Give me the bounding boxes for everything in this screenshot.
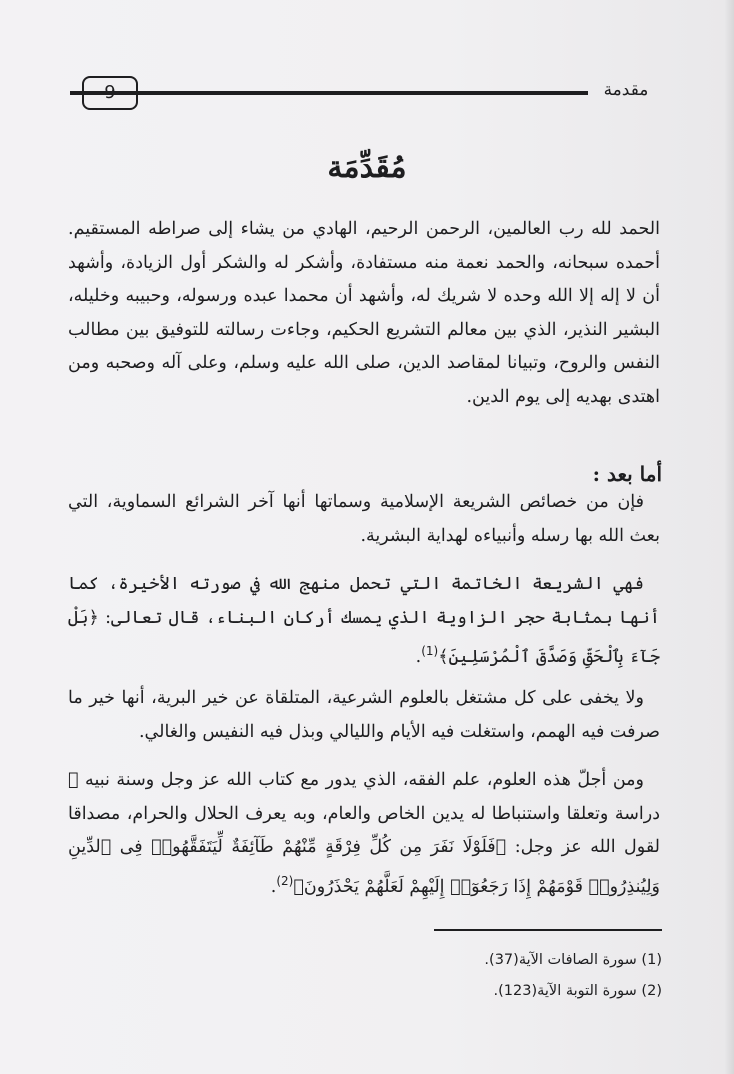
running-header <box>70 76 660 112</box>
paragraph-fiqh: ومن أجلّ هذه العلوم، علم الفقه، الذي يدور مع كتاب الله عز وجل وسنة نبيه ﷺ دراسة وتعلقا واستنباطا له يدين الخاص والعام، وبه يعرف الحلال والحرام، مصداقا لقول الله عز وجل: ﴿فَلَوْلَا نَفَرَ مِن كُلِّ فِرْقَةٍ مِّنْهُمْ طَآئِفَةٌ لِّيَتَفَقَّهُوا۟ فِى ٱلدِّينِ وَلِيُنذِرُوا۟ قَوْمَهُمْ إِذَا رَجَعُوٓا۟ إِلَيْهِمْ لَعَلَّهُمْ يَحْذَرُونَ﴾$^{(2)}$. <box>68 770 660 897</box>
quran-verse: ﴿بَلْ جَآءَ بِٱلْحَقِّ وَصَدَّقَ ٱلْمُرْسَلِينَ﴾ <box>68 607 660 667</box>
footnote-marker: (2) <box>276 873 294 888</box>
page-spine-shadow <box>724 0 734 1074</box>
chapter-title: مُقَدِّمَة <box>327 150 407 185</box>
section-title: مقدمة <box>603 80 649 100</box>
paragraph-intro: الحمد لله رب العالمين، الرحمن الرحيم، الهادي من يشاء إلى صراطه المستقيم. أحمده سبحانه، والحمد نعمة منه مستفادة، وأشكر له والشكر أول الزيادة، وأشهد أن لا إله إلا الله وحده لا شريك له، وأشهد أن محمدا عبده ورسوله، وحبيبه وخليله، البشير النذير، الذي بين معالم التشريع الحكيم، وجاءت رسالته للتوفيق بين مطالب النفس والروح، وتبيانا لمقاصد الدين، صلى الله عليه وسلم، وعلى آله وصحبه ومن اهتدى بهديه إلى يوم الدين. <box>68 219 660 407</box>
section-heading: أما بعد : <box>592 462 662 486</box>
paragraph-sciences: ولا يخفى على كل مشتغل بالعلوم الشرعية، المتلقاة عن خير البرية، أنها خير ما صرفت فيه الهمم، واستغلت فيه الأيام والليالي وبذل فيه النفيس والغالي. <box>68 688 660 742</box>
footnote-2: (2) سورة التوبة الآية(123). <box>493 983 662 999</box>
header-rule <box>70 91 588 95</box>
paragraph-final-law: فهي الشريعة الخاتمة التي تحمل منهج الله في صورته الأخيرة، كما أنها بمثابة حجر الزاوية الذي يمسك أركان البناء، قال تعالى: ﴿بَلْ جَآءَ بِٱلْحَقِّ وَصَدَّقَ ٱلْمُرْسَلِينَ﴾$^{(1)}$. <box>68 574 660 667</box>
paragraph-text: فهي الشريعة الخاتمة التي تحمل منهج الله في صورته الأخيرة، كما أنها بمثابة حجر الزاوية الذي يمسك أركان البناء، قال تعالى: <box>68 574 660 628</box>
footnote-rule <box>434 929 662 931</box>
quran-verse: ﴿فَلَوْلَا نَفَرَ مِن كُلِّ فِرْقَةٍ مِّنْهُمْ طَآئِفَةٌ لِّيَتَفَقَّهُوا۟ فِى ٱلدِّينِ وَلِيُنذِرُوا۟ قَوْمَهُمْ إِذَا رَجَعُوٓا۟ إِلَيْهِمْ لَعَلَّهُمْ يَحْذَرُونَ﴾ <box>68 837 660 897</box>
paragraph-text: ومن أجلّ هذه العلوم، علم الفقه، الذي يدور مع كتاب الله عز وجل وسنة نبيه ﷺ دراسة وتعلقا واستنباطا له يدين الخاص والعام، وبه يعرف الحلال والحرام، مصداقا لقول الله عز وجل: <box>68 770 660 857</box>
paragraph-shariah: فإن من خصائص الشريعة الإسلامية وسماتها أنها آخر الشرائع السماوية، التي بعث الله بها رسله وأنبياءه لهداية البشرية. <box>68 492 660 546</box>
footnote-1: (1) سورة الصافات الآية(37). <box>484 952 662 968</box>
footnote-marker: (1) <box>421 644 439 658</box>
